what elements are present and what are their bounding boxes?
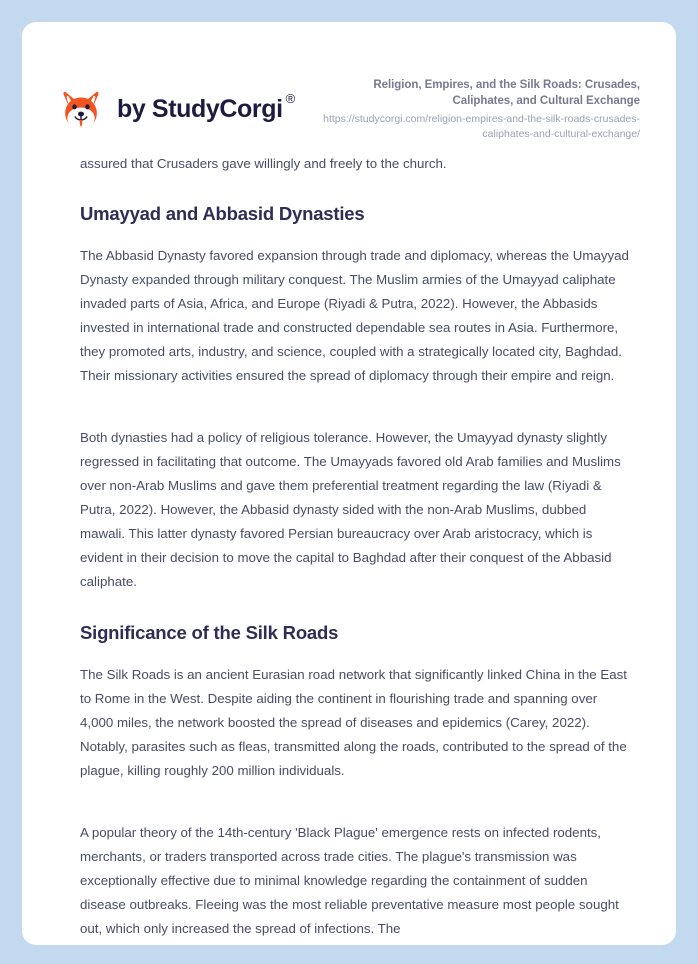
studycorgi-brand[interactable]: [58, 86, 295, 132]
document-header-meta: [300, 77, 640, 142]
paragraph-spacer: [80, 807, 630, 821]
paragraph: A popular theory of the 14th-century 'Black Plague' emergence rests on infected rodents, merchants, or traders transported across trade cities. The plague's transmission was exceptionally effective due to minimal knowledge regarding the containment of sudden disease outbreaks. Fleeing was the most reliable preventative measure most people sought out, which only increased the spread of infections. The: [80, 825, 619, 937]
document-source-url[interactable]: https://studycorgi.com/religion-empires-and-the-silk-roads-crusades-caliphates-and-cultural-exchange/: [323, 113, 640, 140]
continued-paragraph: assured that Crusaders gave willingly and freely to the church.: [80, 156, 447, 171]
document-body: [22, 152, 676, 941]
brand-name-text: by StudyCorgi: [117, 94, 283, 123]
brand-wordmark: [117, 90, 295, 123]
registered-trademark-icon: ®: [285, 90, 295, 106]
paragraph: The Abbasid Dynasty favored expansion through trade and diplomacy, whereas the Umayyad Dynasty expanded through military conquest. The Muslim armies of the Umayyad caliphate invaded parts of Asia, Africa, and Europe (Riyadi & Putra, 2022). However, the Abbasids invested in international trade and constructed dependable sea routes in Asia. Furthermore, they promoted arts, industry, and science, coupled with a strategically located city, Baghdad. Their missionary activities ensured the spread of diplomacy through their empire and reign.: [80, 248, 629, 384]
paragraph: Both dynasties had a policy of religious tolerance. However, the Umayyad dynasty slightly regressed in facilitating that outcome. The Umayyads favored old Arab families and Muslims over non-Arab Muslims and gave them preferential treatment regarding the law (Riyadi & Putra, 2022). However, the Abbasid dynasty sided with the non-Arab Muslims, dubbed mawali. This latter dynasty favored Persian bureaucracy over Arab aristocracy, which is evident in their decision to move the capital to Baghdad after their conquest of the Abbasid caliphate.: [80, 430, 621, 590]
document-page-card: [22, 22, 676, 945]
document-title: Religion, Empires, and the Silk Roads: Crusades, Caliphates, and Cultural Exchange: [373, 78, 640, 108]
document-header: [22, 22, 676, 152]
paragraph-spacer: [80, 412, 630, 426]
section-heading-silk-roads: Significance of the Silk Roads: [80, 622, 339, 644]
corgi-face-icon: [58, 86, 104, 132]
paragraph: The Silk Roads is an ancient Eurasian road network that significantly linked China in the East to Rome in the West. Despite aiding the continent in flourishing trade and spanning over 4,000 miles, the network boosted the spread of diseases and epidemics (Carey, 2022). Notably, parasites such as fleas, transmitted along the roads, contributed to the spread of the plague, killing roughly 200 million individuals.: [80, 667, 627, 779]
section-heading-umayyad-abbasid: Umayyad and Abbasid Dynasties: [80, 203, 365, 224]
